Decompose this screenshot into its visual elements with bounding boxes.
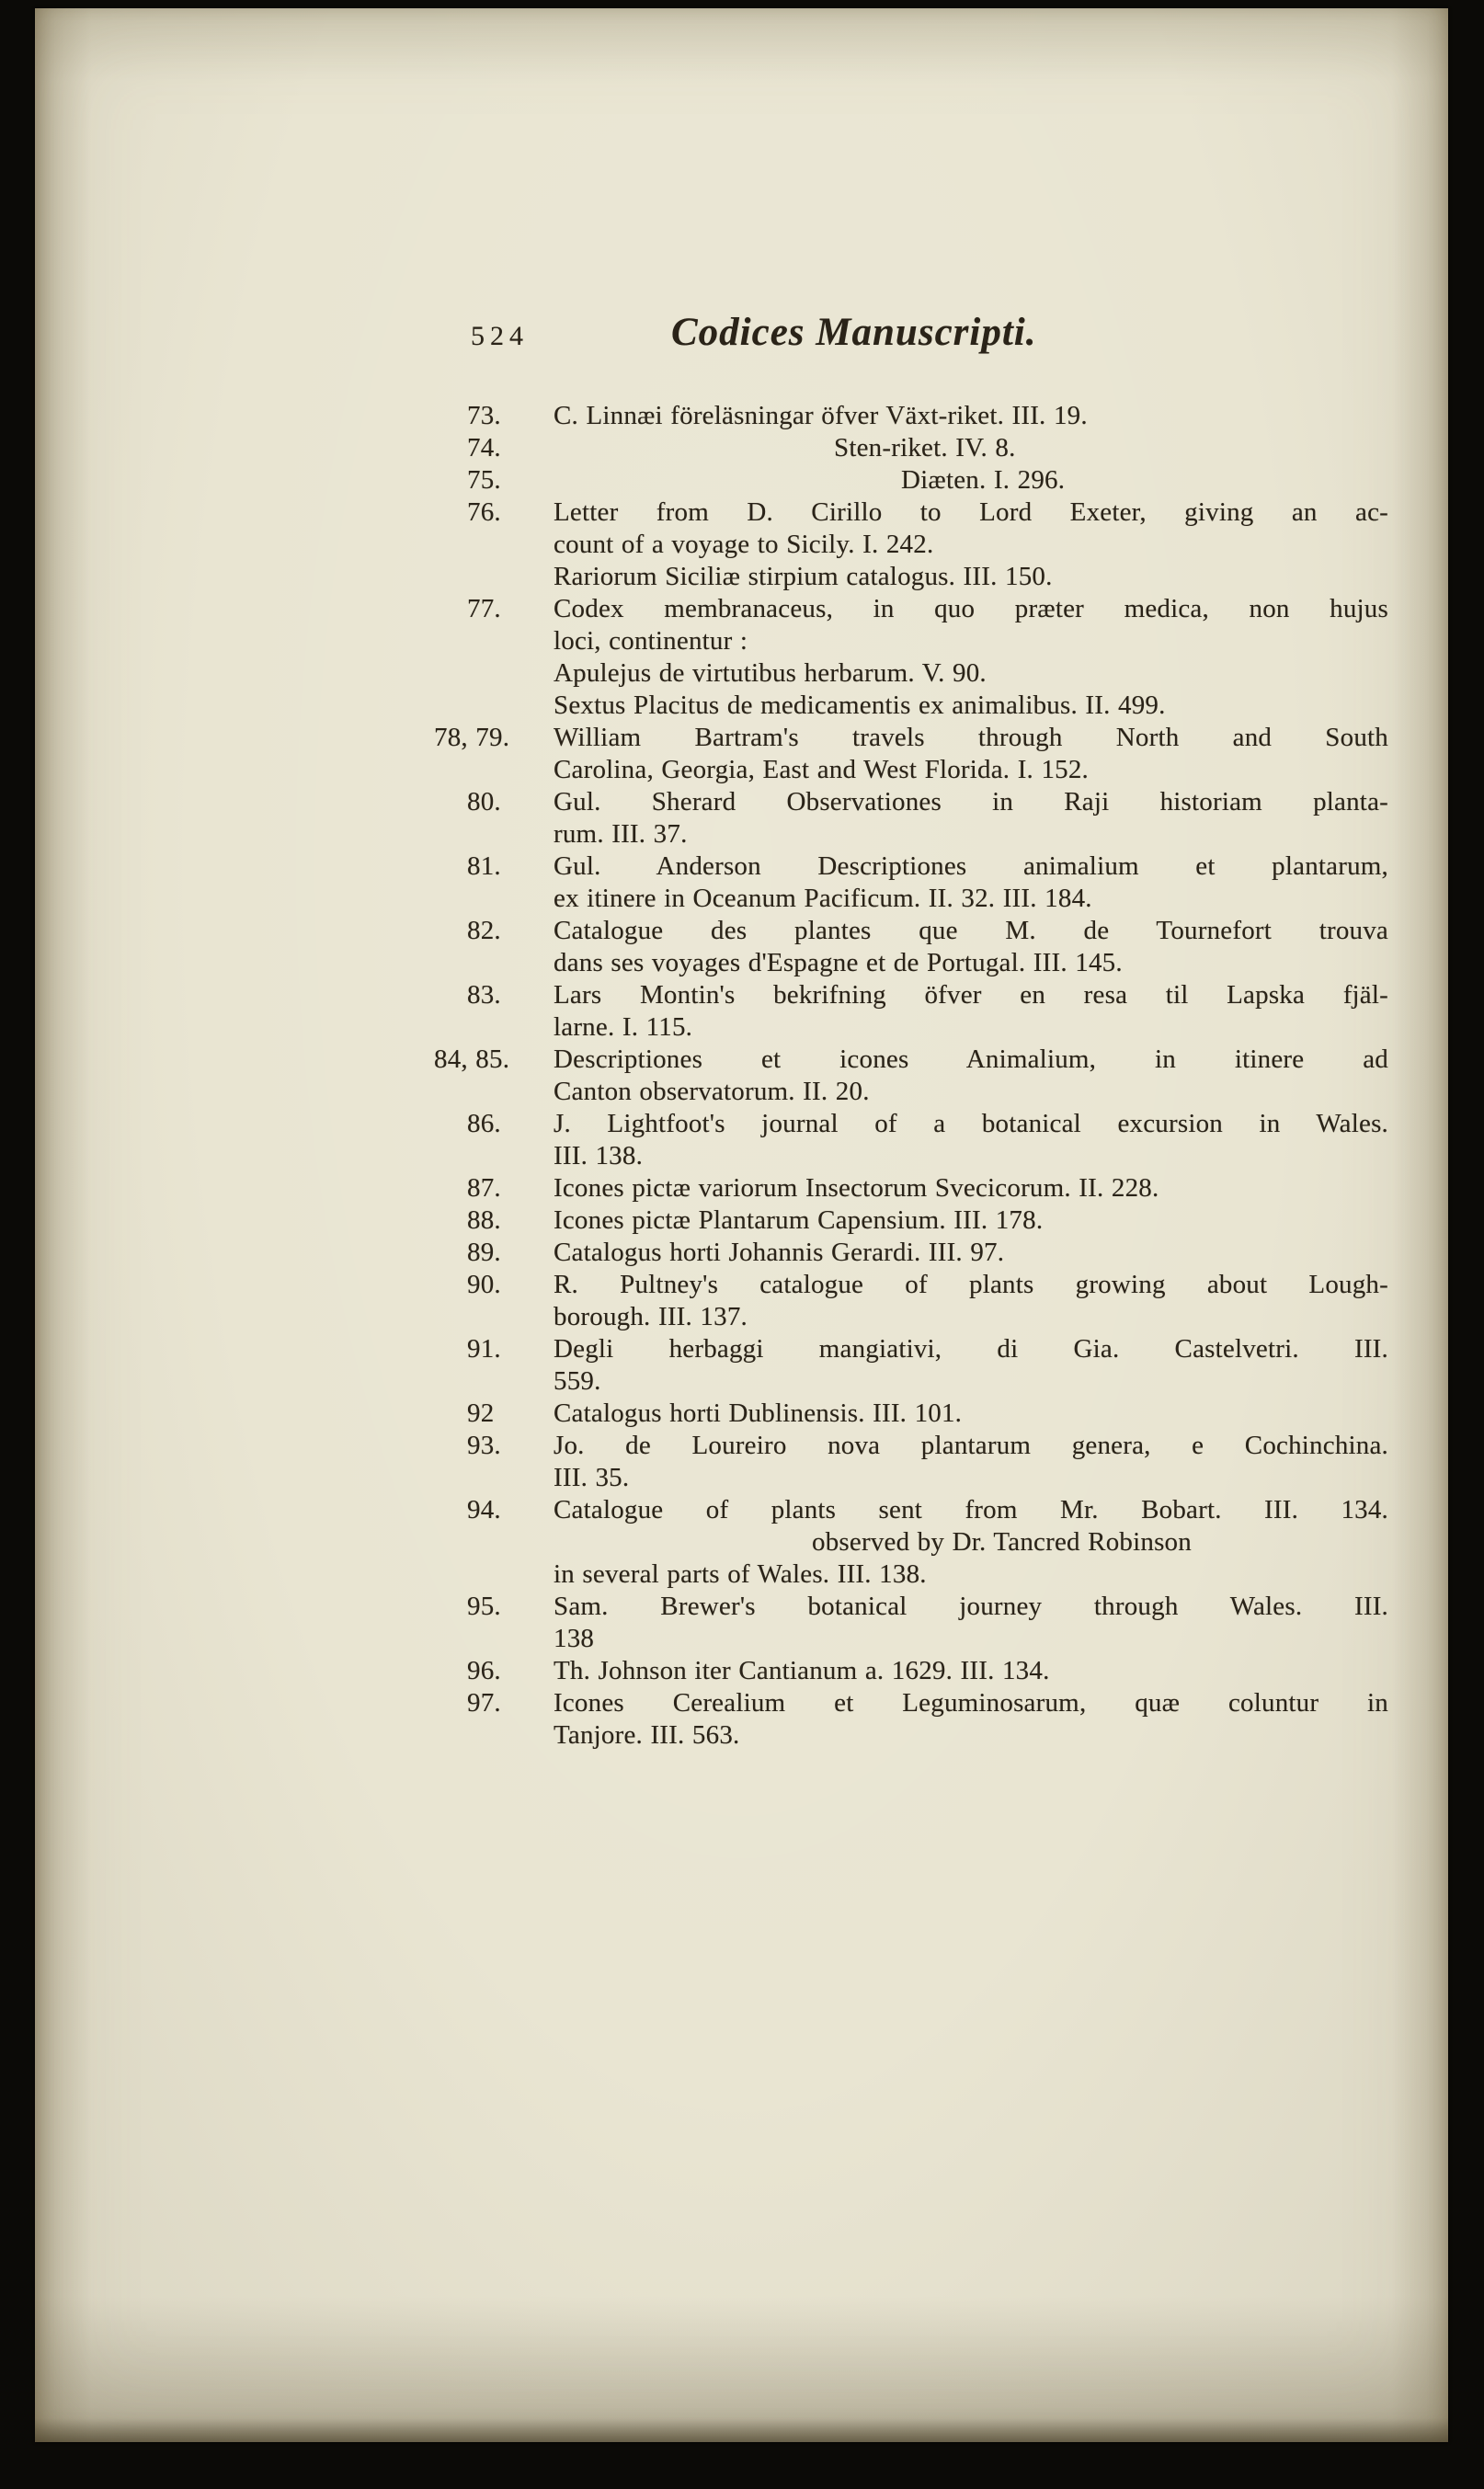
entry-line: Jo. de Loureiro nova plantarum genera, e Cochinchina. <box>554 1431 1388 1460</box>
entry-line: Gul. Anderson Descriptiones animalium et plantarum, <box>554 851 1388 881</box>
entry-line: Catalogue of plants sent from Mr. Bobart. III. 134. <box>554 1495 1388 1524</box>
entry-line: William Bartram's travels through North and South <box>554 723 1388 752</box>
entry-text <box>554 464 1388 497</box>
entry-number: 90. <box>467 1270 501 1299</box>
entry-line: Icones pictæ variorum Insectorum Svecicorum. II. 228. <box>554 1173 1159 1203</box>
entry-number: 82. <box>467 916 501 945</box>
entry-line: Sten-riket. IV. 8. <box>834 433 1016 462</box>
entry-line: Catalogus horti Johannis Gerardi. III. 97. <box>554 1238 1005 1267</box>
entry-number: 92 <box>467 1399 495 1428</box>
entry-line: Descriptiones et icones Animalium, in itinere ad <box>554 1045 1388 1074</box>
entry-row <box>467 1237 1388 1269</box>
entry-row <box>467 1591 1388 1655</box>
entry-line: Icones Cerealium et Leguminosarum, quæ coluntur in <box>554 1688 1388 1718</box>
entry-number: 73. <box>467 401 501 430</box>
entry-text <box>554 1398 1388 1430</box>
entry-number: 76. <box>467 497 501 527</box>
entry-line: J. Lightfoot's journal of a botanical excursion in Wales. <box>554 1109 1388 1138</box>
entry-row <box>467 432 1388 464</box>
entry-text <box>554 851 1388 915</box>
entry-line: borough. III. 137. <box>554 1302 748 1331</box>
entry-text <box>554 786 1388 851</box>
entry-number: 89. <box>467 1238 501 1267</box>
entry-line: Carolina, Georgia, East and West Florida. I. 152. <box>554 755 1090 784</box>
book-page <box>35 8 1448 2442</box>
entry-number: 96. <box>467 1656 501 1685</box>
entry-row <box>434 722 1388 786</box>
entry-text <box>554 432 1388 464</box>
entry-number: 88. <box>467 1205 501 1235</box>
entry-number: 86. <box>467 1109 501 1138</box>
entry-row <box>467 593 1388 722</box>
entry-text <box>554 1044 1388 1108</box>
entry-line: observed by Dr. Tancred Robinson <box>812 1527 1192 1557</box>
entry-line: Tanjore. III. 563. <box>554 1720 740 1750</box>
entry-row <box>467 1205 1388 1237</box>
entry-line: rum. III. 37. <box>554 819 688 849</box>
entry-row <box>467 1398 1388 1430</box>
entry-number: 95. <box>467 1592 501 1621</box>
entry-text <box>554 1237 1388 1269</box>
entry-row <box>467 979 1388 1044</box>
entry-text <box>554 1269 1388 1333</box>
entry-line: Canton observatorum. II. 20. <box>554 1077 870 1106</box>
entry-number: 74. <box>467 433 501 462</box>
page-content <box>434 310 1388 1752</box>
entry-row <box>467 497 1388 593</box>
page-number: 524 <box>471 321 529 351</box>
entry-row <box>467 1333 1388 1398</box>
entry-row <box>467 1269 1388 1333</box>
entry-line: count of a voyage to Sicily. I. 242. <box>554 530 934 559</box>
entry-text <box>554 1591 1388 1655</box>
entry-number: 81. <box>467 851 501 881</box>
entry-text <box>554 1333 1388 1398</box>
entry-list <box>434 400 1388 1752</box>
entry-line: 138 <box>554 1624 595 1653</box>
entry-line: Apulejus de virtutibus herbarum. V. 90. <box>554 658 987 688</box>
entry-text <box>554 1108 1388 1172</box>
entry-line: ex itinere in Oceanum Pacificum. II. 32. III. 184. <box>554 884 1092 913</box>
entry-line: Sextus Placitus de medicamentis ex animalibus. II. 499. <box>554 691 1166 720</box>
entry-text <box>554 979 1388 1044</box>
entry-number: 77. <box>467 594 501 623</box>
entry-line: III. 35. <box>554 1463 630 1492</box>
entry-line: Th. Johnson iter Cantianum a. 1629. III. 134. <box>554 1656 1050 1685</box>
entry-text <box>554 593 1388 722</box>
entry-line: 559. <box>554 1366 601 1396</box>
entry-line: Letter from D. Cirillo to Lord Exeter, giving an ac- <box>554 497 1388 527</box>
entry-number: 93. <box>467 1431 501 1460</box>
entry-row <box>467 1108 1388 1172</box>
entry-line: Catalogus horti Dublinensis. III. 101. <box>554 1399 963 1428</box>
entry-line: Lars Montin's bekrifning öfver en resa til Lapska fjäl- <box>554 980 1388 1010</box>
entry-number: 84, 85. <box>434 1045 510 1074</box>
entry-row <box>467 1494 1388 1591</box>
entry-number: 94. <box>467 1495 501 1524</box>
entry-line: Gul. Sherard Observationes in Raji historiam planta- <box>554 787 1388 816</box>
page-title: Codices Manuscripti. <box>671 311 1037 354</box>
entry-text <box>554 722 1388 786</box>
entry-line: Degli herbaggi mangiativi, di Gia. Castelvetri. III. <box>554 1334 1388 1364</box>
entry-row <box>434 1044 1388 1108</box>
entry-line: Icones pictæ Plantarum Capensium. III. 178. <box>554 1205 1044 1235</box>
entry-text <box>554 915 1388 979</box>
entry-line: C. Linnæi föreläsningar öfver Växt-riket. III. 19. <box>554 401 1088 430</box>
entry-row <box>467 1655 1388 1687</box>
entry-row <box>467 1687 1388 1752</box>
entry-text <box>554 1172 1388 1205</box>
entry-number: 87. <box>467 1173 501 1203</box>
entry-line: Codex membranaceus, in quo præter medica, non hujus <box>554 594 1388 623</box>
entry-line: R. Pultney's catalogue of plants growing about Lough- <box>554 1270 1388 1299</box>
entry-row <box>467 464 1388 497</box>
entry-row <box>467 1430 1388 1494</box>
entry-row <box>467 786 1388 851</box>
entry-number: 75. <box>467 465 501 495</box>
entry-number: 97. <box>467 1688 501 1718</box>
entry-row <box>467 915 1388 979</box>
entry-text <box>554 497 1388 593</box>
page-header <box>467 310 1388 369</box>
entry-row <box>467 1172 1388 1205</box>
entry-number: 78, 79. <box>434 723 510 752</box>
entry-line: larne. I. 115. <box>554 1012 693 1042</box>
entry-text <box>554 400 1388 432</box>
entry-line: dans ses voyages d'Espagne et de Portugal. III. 145. <box>554 948 1123 977</box>
entry-number: 80. <box>467 787 501 816</box>
entry-number: 91. <box>467 1334 501 1364</box>
entry-line: III. 138. <box>554 1141 644 1170</box>
entry-line: Sam. Brewer's botanical journey through Wales. III. <box>554 1592 1388 1621</box>
entry-line: loci, continentur : <box>554 626 748 656</box>
entry-row <box>467 851 1388 915</box>
entry-line: Diæten. I. 296. <box>901 465 1066 495</box>
entry-text <box>554 1494 1388 1591</box>
entry-text <box>554 1655 1388 1687</box>
entry-text <box>554 1205 1388 1237</box>
entry-row <box>467 400 1388 432</box>
entry-line: Catalogue des plantes que M. de Tournefort trouva <box>554 916 1388 945</box>
entry-text <box>554 1430 1388 1494</box>
entry-text <box>554 1687 1388 1752</box>
entry-line: in several parts of Wales. III. 138. <box>554 1559 927 1589</box>
entry-number: 83. <box>467 980 501 1010</box>
entry-line: Rariorum Siciliæ stirpium catalogus. III. 150. <box>554 562 1053 591</box>
